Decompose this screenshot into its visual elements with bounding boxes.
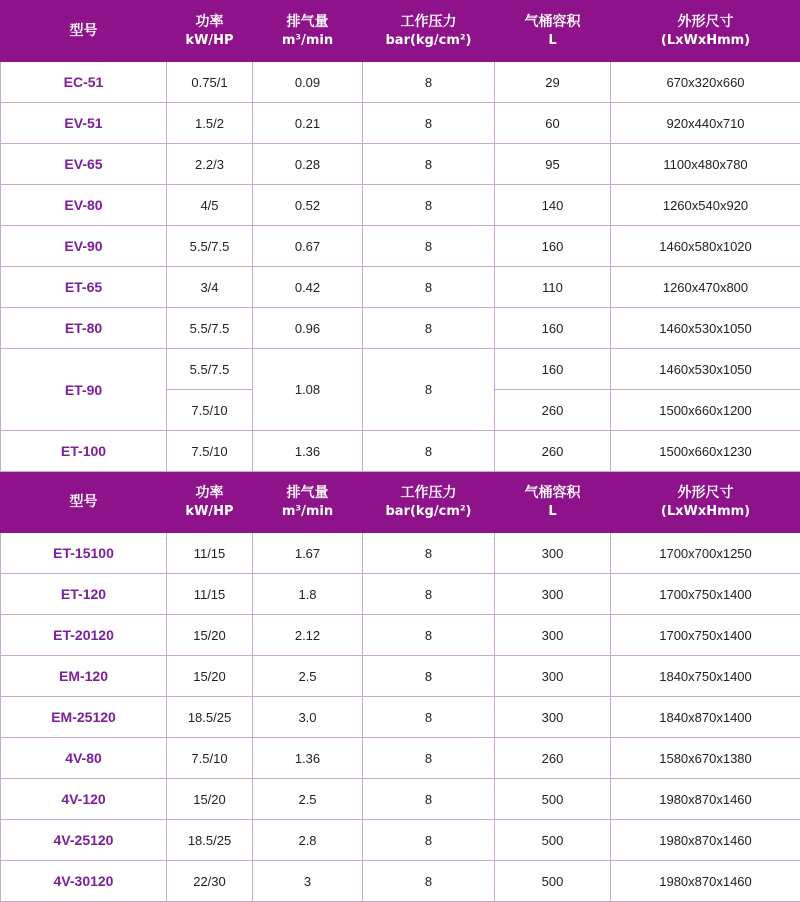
cell-dimensions: 1260x540x920 — [611, 185, 800, 226]
header-cell-dimensions — [611, 472, 800, 533]
table-row — [1, 656, 800, 697]
table-row — [1, 574, 800, 615]
cell-dimensions: 1100x480x780 — [611, 144, 800, 185]
cell-flow: 3 — [253, 861, 363, 902]
cell-power: 7.5/10 — [167, 431, 253, 472]
header-sublabel: kW/HP — [169, 32, 250, 50]
cell-dimensions: 1460x580x1020 — [611, 226, 800, 267]
cell-tank: 29 — [495, 62, 611, 103]
cell-pressure: 8 — [363, 615, 495, 656]
cell-model: ET-90 — [1, 349, 167, 431]
table-row — [1, 226, 800, 267]
header-cell-power — [167, 472, 253, 533]
header-sublabel: (LxWxHmm) — [613, 503, 798, 521]
table-row — [1, 308, 800, 349]
cell-power: 5.5/7.5 — [167, 349, 253, 390]
cell-power: 15/20 — [167, 615, 253, 656]
header-label: 型号 — [70, 494, 98, 510]
cell-pressure: 8 — [363, 144, 495, 185]
header-sublabel: L — [497, 503, 608, 521]
cell-model: 4V-30120 — [1, 861, 167, 902]
cell-model: EC-51 — [1, 62, 167, 103]
cell-pressure: 8 — [363, 574, 495, 615]
cell-flow: 3.0 — [253, 697, 363, 738]
cell-model: EM-25120 — [1, 697, 167, 738]
cell-power: 0.75/1 — [167, 62, 253, 103]
cell-tank: 260 — [495, 431, 611, 472]
header-label: 工作压力 — [401, 485, 457, 501]
table-row — [1, 349, 800, 390]
cell-power: 2.2/3 — [167, 144, 253, 185]
cell-power: 4/5 — [167, 185, 253, 226]
table-row — [1, 144, 800, 185]
cell-dimensions: 1460x530x1050 — [611, 308, 800, 349]
cell-model: ET-120 — [1, 574, 167, 615]
cell-tank: 160 — [495, 226, 611, 267]
cell-model: 4V-80 — [1, 738, 167, 779]
cell-power: 18.5/25 — [167, 697, 253, 738]
cell-flow: 2.5 — [253, 779, 363, 820]
cell-power: 11/15 — [167, 533, 253, 574]
cell-pressure: 8 — [363, 431, 495, 472]
header-cell-tank — [495, 1, 611, 62]
cell-dimensions: 1980x870x1460 — [611, 820, 800, 861]
table-row — [1, 615, 800, 656]
cell-tank: 160 — [495, 349, 611, 390]
cell-dimensions: 1980x870x1460 — [611, 779, 800, 820]
table-row — [1, 103, 800, 144]
cell-power: 3/4 — [167, 267, 253, 308]
cell-dimensions: 920x440x710 — [611, 103, 800, 144]
cell-dimensions: 1980x870x1460 — [611, 861, 800, 902]
table-row — [1, 738, 800, 779]
cell-dimensions: 1460x530x1050 — [611, 349, 800, 390]
cell-flow: 0.09 — [253, 62, 363, 103]
cell-model: 4V-120 — [1, 779, 167, 820]
table-header-row — [1, 472, 800, 533]
cell-flow: 1.36 — [253, 431, 363, 472]
cell-model: ET-65 — [1, 267, 167, 308]
cell-flow: 1.8 — [253, 574, 363, 615]
cell-model: ET-80 — [1, 308, 167, 349]
cell-pressure: 8 — [363, 185, 495, 226]
cell-tank: 300 — [495, 574, 611, 615]
header-sublabel: kW/HP — [169, 503, 250, 521]
cell-pressure: 8 — [363, 308, 495, 349]
cell-pressure: 8 — [363, 62, 495, 103]
cell-flow: 0.52 — [253, 185, 363, 226]
cell-dimensions: 1700x750x1400 — [611, 574, 800, 615]
cell-power: 7.5/10 — [167, 390, 253, 431]
cell-flow: 2.12 — [253, 615, 363, 656]
cell-tank: 260 — [495, 390, 611, 431]
header-cell-dimensions — [611, 1, 800, 62]
cell-model: EV-65 — [1, 144, 167, 185]
cell-power: 5.5/7.5 — [167, 226, 253, 267]
header-cell-pressure — [363, 1, 495, 62]
cell-dimensions: 1840x750x1400 — [611, 656, 800, 697]
header-sublabel: bar(kg/cm²) — [365, 503, 492, 521]
header-cell-tank — [495, 472, 611, 533]
cell-dimensions: 1500x660x1200 — [611, 390, 800, 431]
cell-power: 1.5/2 — [167, 103, 253, 144]
cell-power: 15/20 — [167, 779, 253, 820]
cell-flow: 0.42 — [253, 267, 363, 308]
cell-dimensions: 1260x470x800 — [611, 267, 800, 308]
cell-dimensions: 1840x870x1400 — [611, 697, 800, 738]
cell-tank: 500 — [495, 861, 611, 902]
cell-pressure: 8 — [363, 103, 495, 144]
table-row — [1, 779, 800, 820]
cell-power: 22/30 — [167, 861, 253, 902]
header-label: 功率 — [196, 14, 224, 30]
cell-tank: 110 — [495, 267, 611, 308]
table-row — [1, 820, 800, 861]
cell-model: 4V-25120 — [1, 820, 167, 861]
header-cell-model — [1, 1, 167, 62]
header-label: 气桶容积 — [525, 14, 581, 30]
cell-pressure: 8 — [363, 820, 495, 861]
header-cell-model — [1, 472, 167, 533]
header-label: 外形尺寸 — [678, 14, 734, 30]
cell-tank: 95 — [495, 144, 611, 185]
cell-model: EV-51 — [1, 103, 167, 144]
header-cell-pressure — [363, 472, 495, 533]
header-sublabel: bar(kg/cm²) — [365, 32, 492, 50]
cell-model: ET-100 — [1, 431, 167, 472]
cell-flow: 1.67 — [253, 533, 363, 574]
cell-flow: 1.08 — [253, 349, 363, 431]
cell-model: EM-120 — [1, 656, 167, 697]
header-label: 排气量 — [287, 14, 329, 30]
cell-power: 5.5/7.5 — [167, 308, 253, 349]
header-label: 功率 — [196, 485, 224, 501]
cell-flow: 0.21 — [253, 103, 363, 144]
cell-pressure: 8 — [363, 656, 495, 697]
header-label: 工作压力 — [401, 14, 457, 30]
cell-tank: 260 — [495, 738, 611, 779]
header-sublabel: m³/min — [255, 32, 360, 50]
cell-tank: 500 — [495, 779, 611, 820]
cell-pressure: 8 — [363, 861, 495, 902]
cell-pressure: 8 — [363, 267, 495, 308]
table-row — [1, 697, 800, 738]
table-row — [1, 185, 800, 226]
header-cell-power — [167, 1, 253, 62]
header-sublabel: L — [497, 32, 608, 50]
cell-flow: 1.36 — [253, 738, 363, 779]
cell-tank: 300 — [495, 697, 611, 738]
cell-tank: 140 — [495, 185, 611, 226]
cell-pressure: 8 — [363, 349, 495, 431]
cell-pressure: 8 — [363, 779, 495, 820]
header-label: 外形尺寸 — [678, 485, 734, 501]
table-row — [1, 861, 800, 902]
cell-dimensions: 1500x660x1230 — [611, 431, 800, 472]
header-cell-flow — [253, 472, 363, 533]
cell-pressure: 8 — [363, 738, 495, 779]
table-header-row — [1, 1, 800, 62]
cell-tank: 500 — [495, 820, 611, 861]
cell-model: ET-15100 — [1, 533, 167, 574]
cell-flow: 2.5 — [253, 656, 363, 697]
cell-model: EV-90 — [1, 226, 167, 267]
header-sublabel: (LxWxHmm) — [613, 32, 798, 50]
table-row — [1, 431, 800, 472]
cell-dimensions: 1700x700x1250 — [611, 533, 800, 574]
table-row — [1, 62, 800, 103]
cell-model: EV-80 — [1, 185, 167, 226]
table-row — [1, 267, 800, 308]
cell-flow: 0.28 — [253, 144, 363, 185]
cell-power: 18.5/25 — [167, 820, 253, 861]
cell-tank: 160 — [495, 308, 611, 349]
cell-dimensions: 1580x670x1380 — [611, 738, 800, 779]
cell-flow: 0.96 — [253, 308, 363, 349]
header-label: 型号 — [70, 23, 98, 39]
cell-model: ET-20120 — [1, 615, 167, 656]
cell-pressure: 8 — [363, 533, 495, 574]
cell-flow: 2.8 — [253, 820, 363, 861]
cell-power: 11/15 — [167, 574, 253, 615]
header-label: 气桶容积 — [525, 485, 581, 501]
header-cell-flow — [253, 1, 363, 62]
cell-flow: 0.67 — [253, 226, 363, 267]
cell-dimensions: 1700x750x1400 — [611, 615, 800, 656]
cell-dimensions: 670x320x660 — [611, 62, 800, 103]
header-label: 排气量 — [287, 485, 329, 501]
cell-power: 15/20 — [167, 656, 253, 697]
header-sublabel: m³/min — [255, 503, 360, 521]
cell-tank: 300 — [495, 533, 611, 574]
cell-pressure: 8 — [363, 226, 495, 267]
cell-power: 7.5/10 — [167, 738, 253, 779]
table-row — [1, 533, 800, 574]
cell-tank: 300 — [495, 615, 611, 656]
cell-pressure: 8 — [363, 697, 495, 738]
cell-tank: 60 — [495, 103, 611, 144]
cell-tank: 300 — [495, 656, 611, 697]
